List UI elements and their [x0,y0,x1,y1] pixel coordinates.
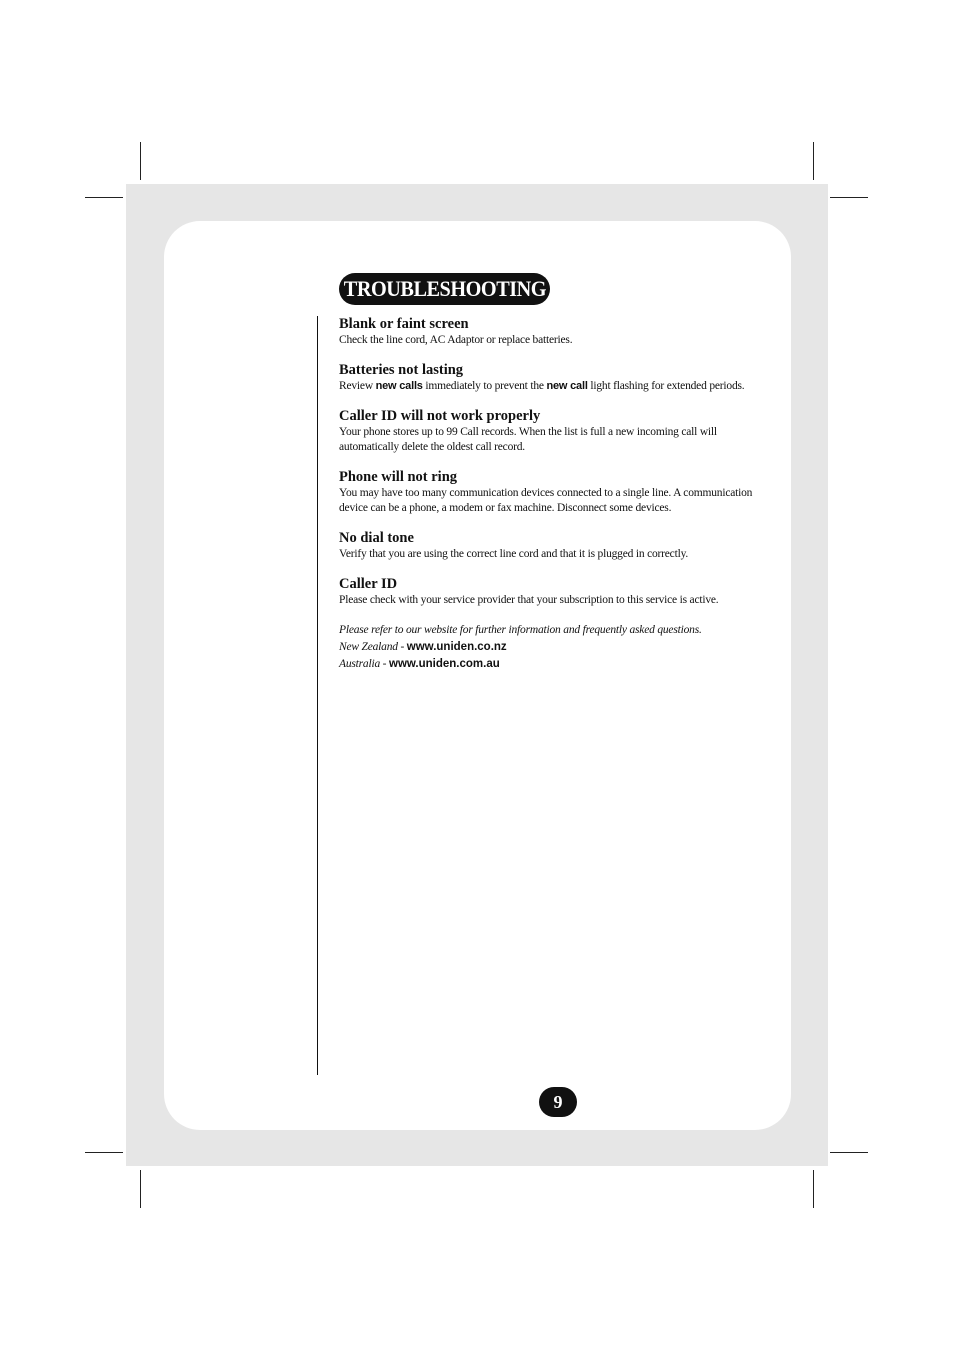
page-number: 9 [539,1087,577,1117]
crop-mark-top-right-vertical [813,142,814,180]
section-heading: Batteries not lasting [339,362,464,378]
section-body-text: Please check with your service provider that your subscription to this service is active. [339,594,719,606]
section-body-text: You may have too many communication devices connected to a single line. A communication device can be a phone, a modem or fax machine. Disconnect some devices. [339,487,753,514]
section-body-text: Verify that you are using the correct line cord and that it is plugged in correctly. [339,548,689,560]
section-body-text: light flashing for extended periods. [587,380,745,392]
au-label: Australia - [339,658,389,670]
section-body [339,333,769,348]
website-note [339,622,769,673]
crop-mark-bottom-right-vertical [813,1170,814,1208]
crop-mark-bottom-right-horizontal [830,1152,868,1153]
section-batteries [339,362,769,394]
section-no-dial-tone [339,530,769,562]
nz-website-link[interactable]: www.uniden.co.nz [406,641,507,653]
section-heading: Phone will not ring [339,469,458,485]
section-heading: Caller ID [339,576,398,592]
section-blank-screen [339,316,769,348]
crop-mark-top-left-horizontal [85,197,123,198]
troubleshooting-content [339,316,769,673]
section-caller-id [339,576,769,608]
margin-rule [317,316,318,1075]
nz-label: New Zealand - [339,641,407,653]
section-heading: Blank or faint screen [339,316,469,332]
section-body [339,547,769,562]
section-body-text: Your phone stores up to 99 Call records. When the list is full a new incoming call will automatically delete the oldest call record. [339,426,717,453]
crop-mark-bottom-left-horizontal [85,1152,123,1153]
section-caller-id-not-working [339,408,769,455]
crop-mark-top-right-horizontal [830,197,868,198]
au-website-link[interactable]: www.uniden.com.au [389,658,500,670]
emphasis-new-calls: new calls [375,380,423,392]
refer-text: Please refer to our website for further information and frequently asked questions. [339,624,702,636]
section-heading: Caller ID will not work properly [339,408,541,424]
section-body [339,379,769,394]
section-body [339,486,769,516]
section-body [339,593,769,608]
page-title: TROUBLESHOOTING [343,276,546,301]
section-body-text: Review [339,380,376,392]
crop-mark-bottom-left-vertical [140,1170,141,1208]
section-body-text: Check the line cord, AC Adaptor or replace batteries. [339,334,573,346]
section-phone-not-ring [339,469,769,516]
section-body-text: immediately to prevent the [422,380,547,392]
section-heading: No dial tone [339,530,414,546]
section-body [339,425,769,455]
page-title-badge [339,273,550,305]
crop-mark-top-left-vertical [140,142,141,180]
emphasis-new-call: new call [546,380,588,392]
